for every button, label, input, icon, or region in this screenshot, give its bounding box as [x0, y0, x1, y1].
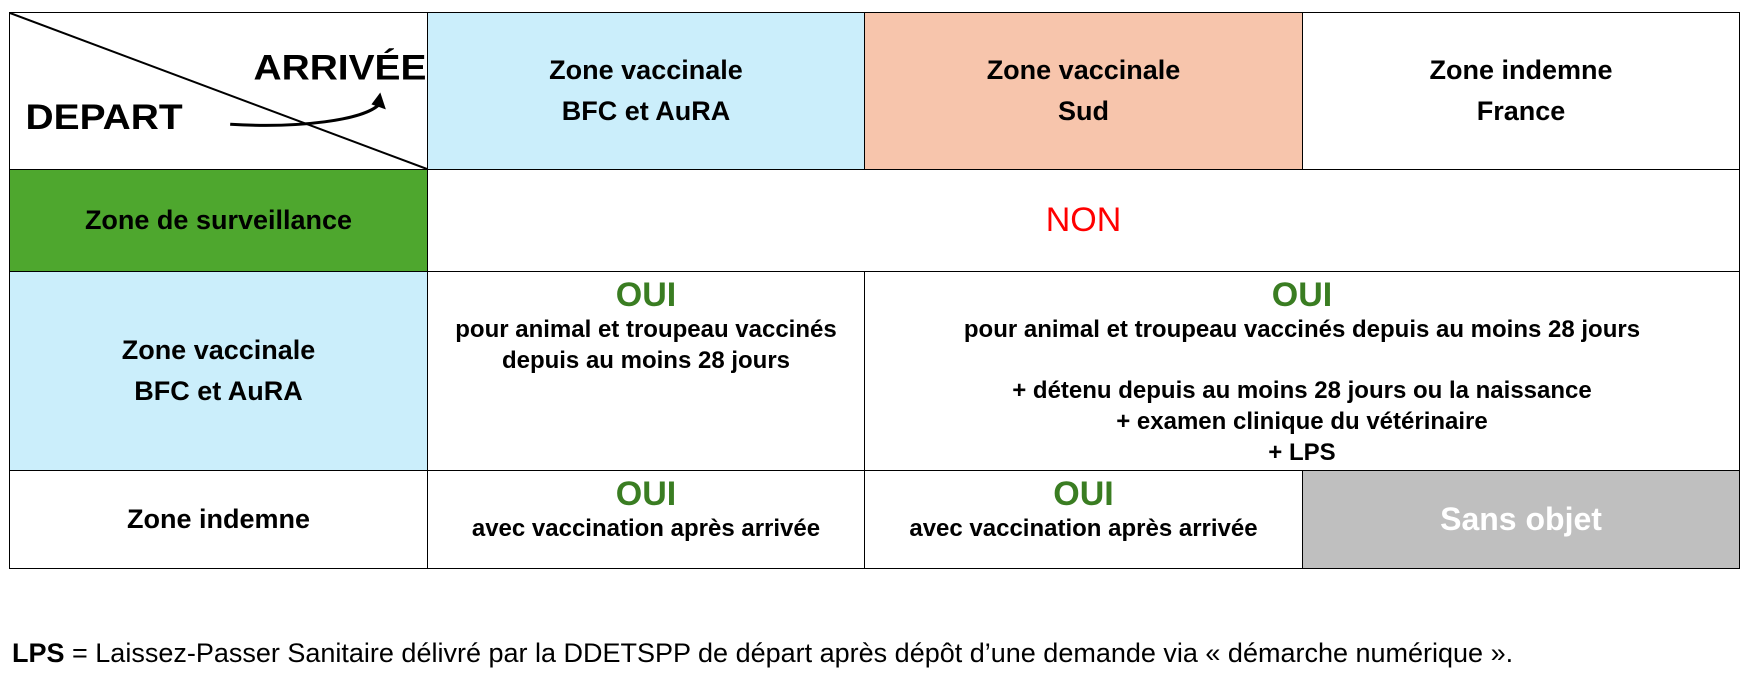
- condition-line: pour animal et troupeau vaccinés depuis au moins 28 jours: [963, 316, 1641, 343]
- row-header-bfc-line2: BFC et AuRA: [134, 376, 303, 406]
- condition-line: avec vaccination après arrivée: [909, 515, 1258, 542]
- condition-line: depuis au moins 28 jours: [501, 347, 791, 374]
- spacer: [865, 345, 1739, 375]
- departure-label: DEPART: [25, 98, 183, 137]
- column-header-bfc-line2: BFC et AuRA: [561, 96, 731, 126]
- condition-line: + détenu depuis au moins 28 jours ou la naissance: [1012, 377, 1592, 404]
- column-header-france-line2: France: [1476, 96, 1566, 126]
- cell-indemne-to-sud: [864, 471, 1302, 569]
- condition-line: pour animal et troupeau vaccinés: [455, 316, 837, 343]
- arrowhead-icon: [371, 92, 385, 109]
- row-header-surveillance: Zone de surveillance: [10, 170, 428, 272]
- cell-indemne-to-bfc: [428, 471, 865, 569]
- column-header-bfc: [428, 13, 865, 170]
- diagonal-divider: [10, 13, 427, 169]
- condition-line: avec vaccination après arrivée: [471, 515, 821, 542]
- column-header-sud-line1: Zone vaccinale: [986, 55, 1181, 85]
- answer-oui: OUI: [615, 475, 677, 513]
- row-header-bfc: [10, 272, 428, 471]
- corner-diagram: [10, 13, 427, 169]
- column-header-france-line1: Zone indemne: [1429, 55, 1613, 85]
- footnote: [12, 636, 1513, 670]
- cell-bfc-to-bfc: [428, 272, 865, 471]
- header-row: [10, 13, 1740, 170]
- row-bfc: [10, 272, 1740, 471]
- row-surveillance: [10, 170, 1740, 272]
- column-header-france: [1303, 13, 1740, 170]
- condition-line: + LPS: [1268, 439, 1336, 466]
- row-header-indemne: Zone indemne: [10, 471, 428, 569]
- footnote-text: = Laissez-Passer Sanitaire délivré par la DDETSPP de départ après dépôt d’une demande via « démarche numérique ».: [64, 638, 1514, 668]
- answer-non: NON: [428, 170, 1740, 272]
- column-header-sud-line2: Sud: [1057, 96, 1109, 126]
- cell-bfc-to-sud-france: [864, 272, 1739, 471]
- footnote-abbr: LPS: [12, 638, 65, 668]
- column-header-sud: [864, 13, 1302, 170]
- column-header-bfc-line1: Zone vaccinale: [549, 55, 743, 85]
- answer-oui: OUI: [615, 276, 677, 314]
- corner-cell: [10, 13, 428, 170]
- arrival-label: ARRIVÉE: [253, 48, 427, 88]
- cell-sans-objet: Sans objet: [1303, 471, 1740, 569]
- answer-oui: OUI: [1053, 475, 1114, 513]
- row-indemne: [10, 471, 1740, 569]
- zone-movement-table: [9, 12, 1740, 569]
- answer-oui: OUI: [1271, 276, 1333, 314]
- row-header-bfc-line1: Zone vaccinale: [121, 335, 316, 365]
- condition-line: + examen clinique du vétérinaire: [1116, 408, 1488, 435]
